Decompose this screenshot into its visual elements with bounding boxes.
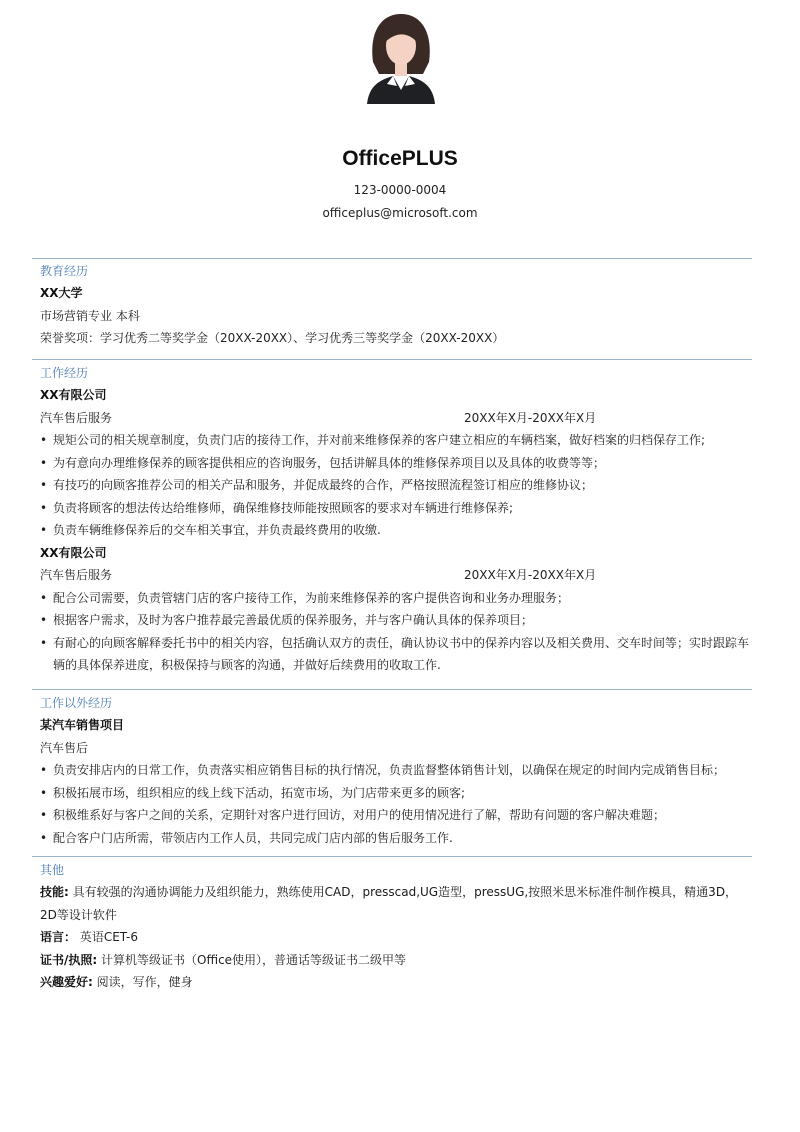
job-bullet: • 规矩公司的相关规章制度，负责门店的接待工作，并对前来维修保养的客户建立相应的车辆档案，做好档案的归档保存工作; — [40, 429, 752, 452]
job-bullet: • 负责将顾客的想法传达给维修师，确保维修技师能按照顾客的要求对车辆进行维修保养; — [40, 497, 752, 520]
education-title: 教育经历 — [40, 264, 89, 278]
hobbies-text: 阅读，写作，健身 — [96, 975, 193, 989]
certs-row — [40, 949, 752, 972]
job-role: 汽车售后服务 — [40, 410, 113, 425]
language-row — [40, 926, 752, 949]
job-period: 20XX年X月-20XX年X月 — [464, 410, 597, 425]
extra-section — [40, 692, 752, 849]
avatar — [363, 12, 439, 104]
job-bullet: • 负责车辆维修保养后的交车相关事宜，并负责最终费用的收缴. — [40, 519, 752, 542]
skills-row — [40, 881, 752, 926]
job-role: 汽车售后服务 — [40, 568, 113, 582]
certs-text: 计算机等级证书（Office使用），普通话等级证书二级甲等 — [101, 952, 407, 967]
certs-label: 证书/执照: — [40, 952, 98, 967]
candidate-name: OfficePLUS — [342, 147, 458, 170]
school-name: XX大学 — [40, 286, 83, 300]
project-bullet: • 积极拓展市场，组织相应的线上线下活动，拓宽市场，为门店带来更多的顾客; — [40, 782, 752, 805]
project-name: 某汽车销售项目 — [40, 718, 125, 732]
project-bullet: • 配合客户门店所需，带领店内工作人员，共同完成门店内部的售后服务工作. — [40, 827, 752, 850]
education-section — [40, 260, 752, 350]
language-text: 英语CET-6 — [79, 930, 138, 944]
job-company: XX有限公司 — [40, 545, 107, 560]
job-bullet: • 有耐心的向顾客解释委托书中的相关内容，包括确认双方的责任，确认协议书中的保养内容以及相关费用、交车时间等；实时跟踪车辆的具体保养进度，积极保持与顾客的沟通，并做好后续费用的收取工作. — [40, 632, 752, 677]
job-bullet: • 根据客户需求，及时为客户推荐最完善最优质的保养服务，并与客户确认具体的保养项目； — [40, 609, 752, 632]
job-bullet: • 配合公司需要，负责管辖门店的客户接待工作，为前来维修保养的客户提供咨询和业务办理服务； — [40, 587, 752, 610]
divider-work — [32, 359, 752, 360]
hobbies-row — [40, 971, 752, 994]
phone-number: 123-0000-0004 — [353, 183, 447, 197]
project-role: 汽车售后 — [40, 740, 89, 755]
other-section — [40, 859, 752, 994]
extra-title: 工作以外经历 — [40, 696, 113, 710]
job-role-row — [40, 564, 752, 587]
language-label: 语言： — [40, 930, 77, 944]
divider-education — [32, 258, 752, 259]
skills-label: 技能: — [40, 885, 69, 899]
divider-other — [32, 856, 752, 857]
project-bullet: • 积极维系好与客户之间的关系，定期针对客户进行回访，对用户的使用情况进行了解，帮助有问题的客户解决难题； — [40, 804, 752, 827]
job-period: 20XX年X月-20XX年X月 — [464, 568, 597, 582]
email-address: officeplus@microsoft.com — [322, 206, 478, 220]
major: 市场营销专业 本科 — [40, 308, 140, 323]
honors: 荣誉奖项：学习优秀二等奖学金（20XX-20XX）、学习优秀三等奖学金（20XX-20XX） — [40, 331, 505, 345]
other-title: 其他 — [40, 863, 65, 877]
work-section — [40, 362, 752, 677]
job-bullet: • 有技巧的向顾客推荐公司的相关产品和服务，并促成最终的合作，严格按照流程签订相应的维修协议； — [40, 474, 752, 497]
job-company: XX有限公司 — [40, 388, 107, 402]
work-title: 工作经历 — [40, 366, 89, 380]
hobbies-label: 兴趣爱好: — [40, 975, 93, 989]
divider-extra — [32, 689, 752, 690]
skills-text: 具有较强的沟通协调能力及组织能力，熟练使用CAD，presscad,UG造型，pressUG,按照米思米标准件制作模具，精通3D，2D等设计软件 — [40, 885, 738, 922]
project-bullet: • 负责安排店内的日常工作，负责落实相应销售目标的执行情况，负责监督整体销售计划，以确保在规定的时间内完成销售目标； — [40, 759, 752, 782]
job-bullet: • 为有意向办理维修保养的顾客提供相应的咨询服务，包括讲解具体的维修保养项目以及具体的收费等等； — [40, 452, 752, 475]
job-role-row — [40, 407, 752, 430]
